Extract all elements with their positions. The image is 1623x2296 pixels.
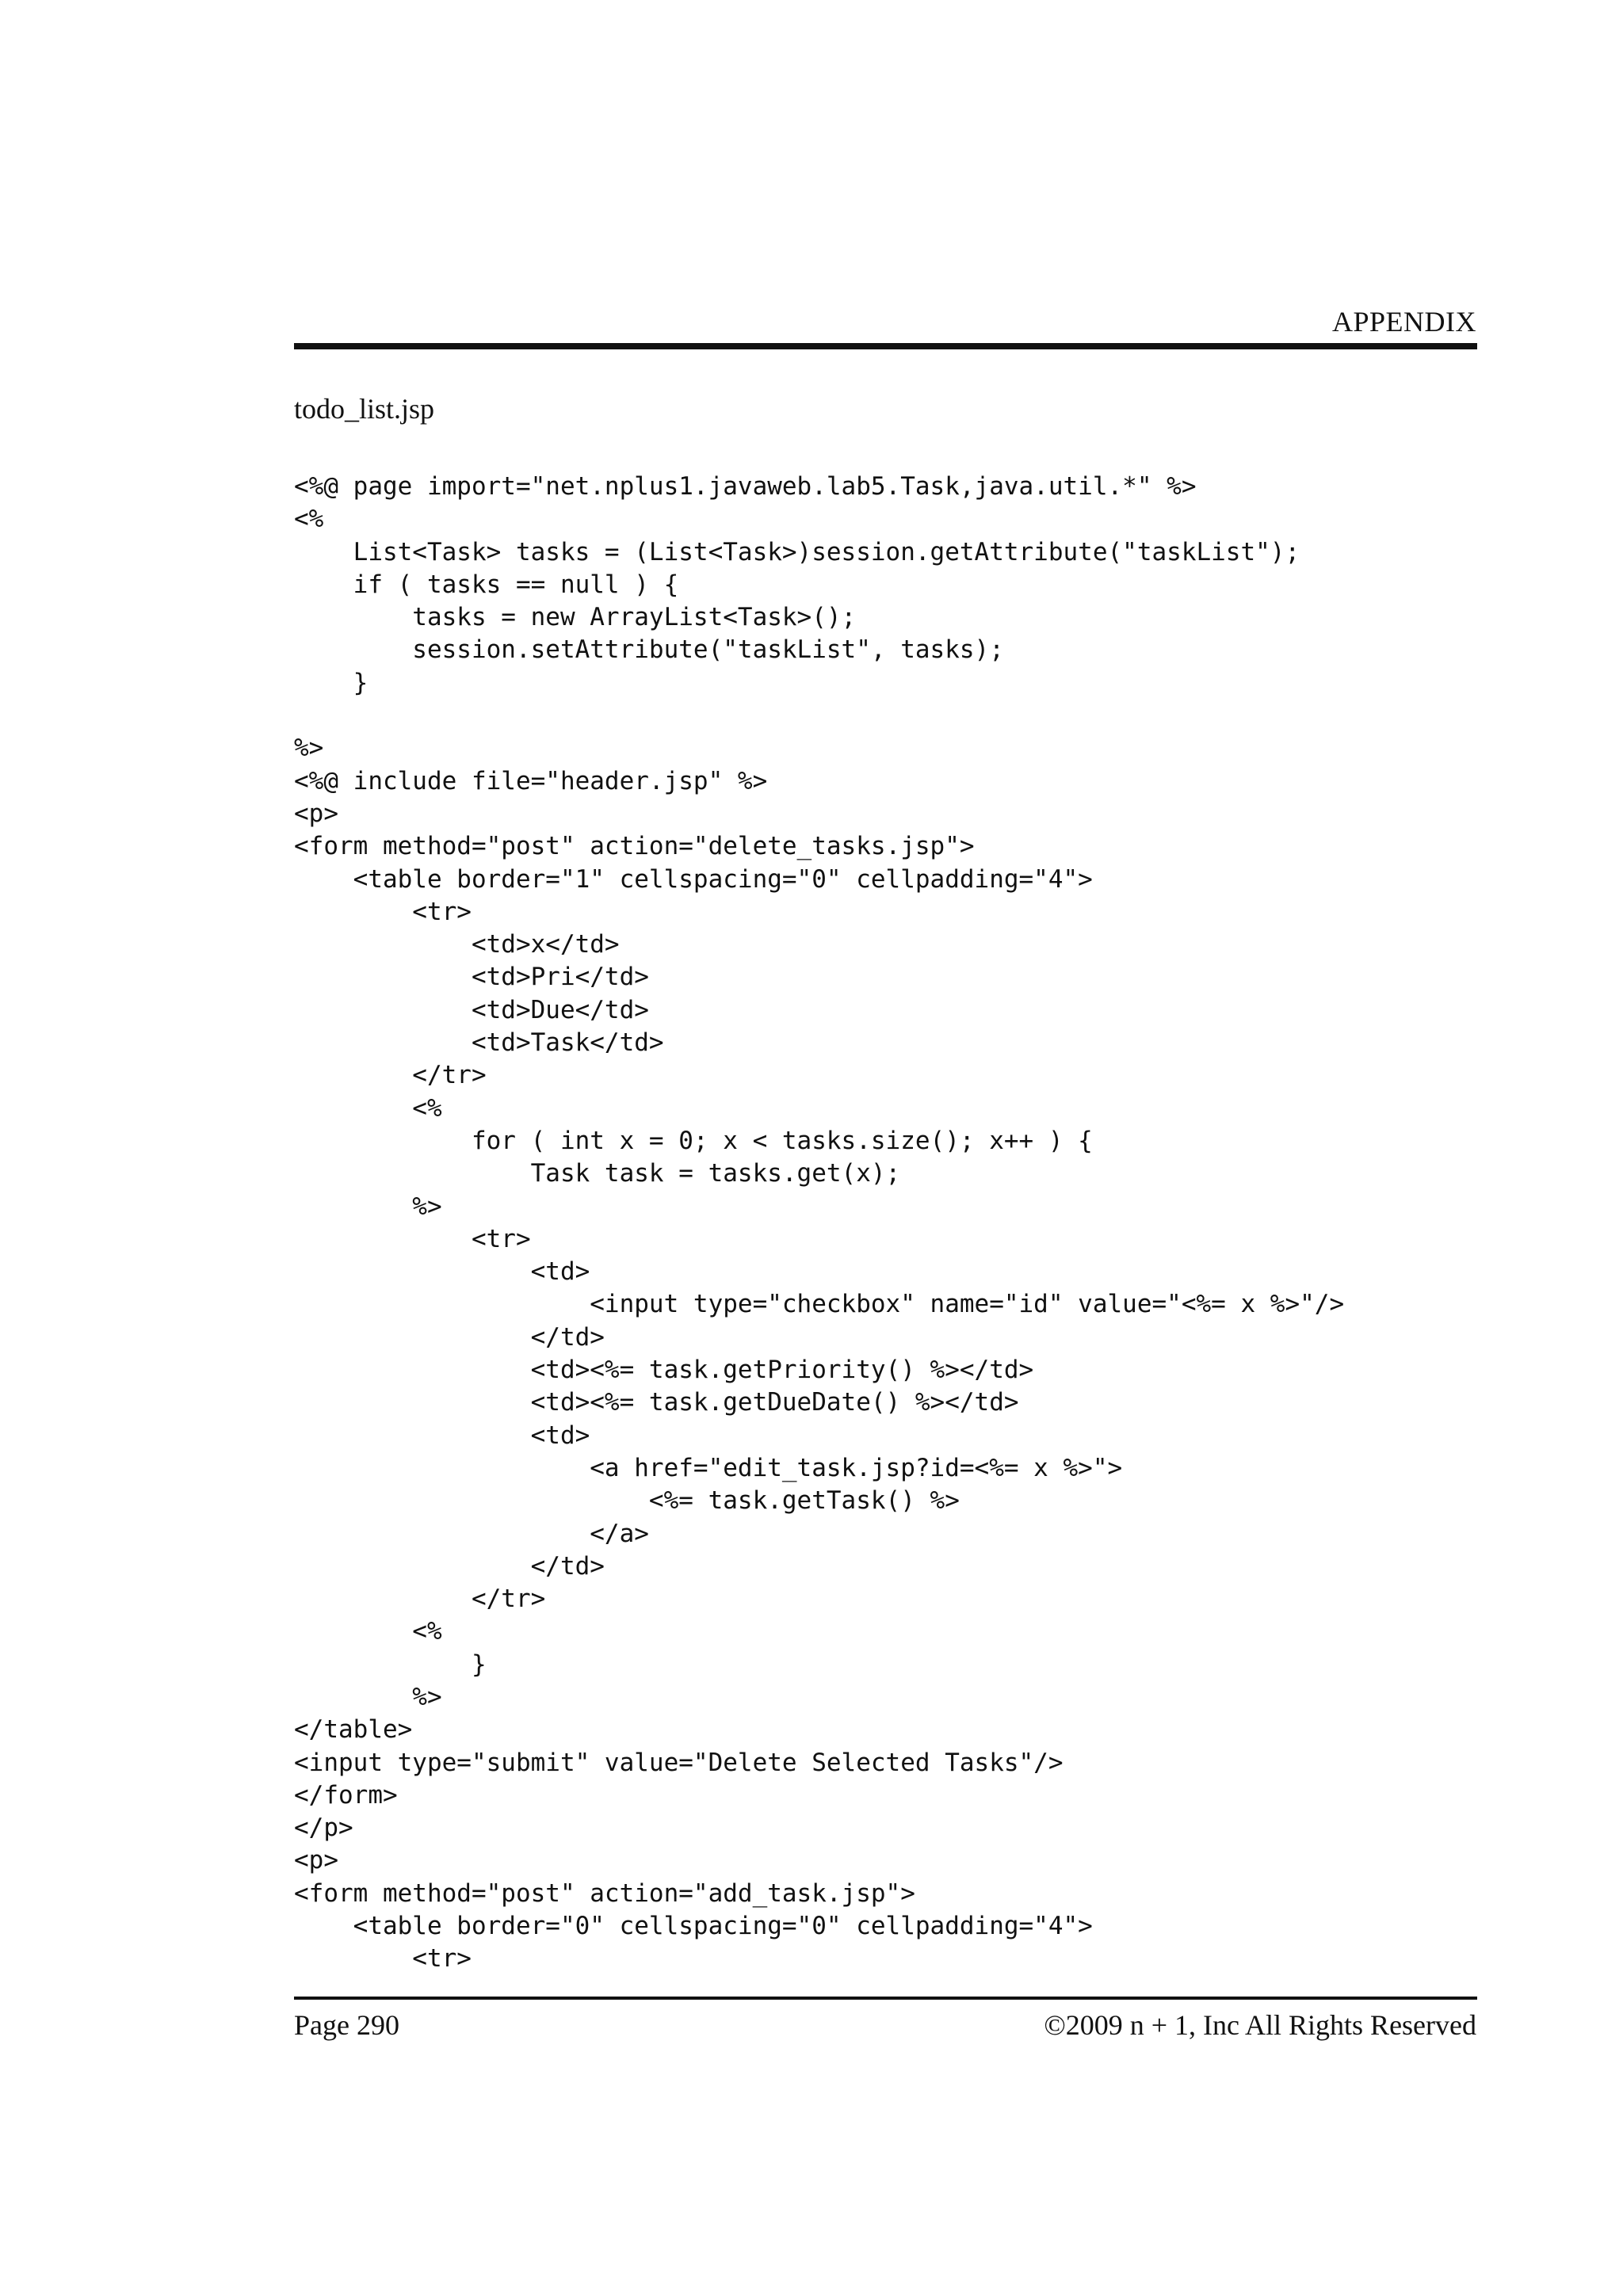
code-line: <% (294, 505, 324, 534)
code-line: <a href="edit_task.jsp?id=<%= x %>"> (294, 1453, 1123, 1482)
code-line: <tr> (294, 1224, 531, 1253)
code-line: </td> (294, 1322, 605, 1352)
code-line: </form> (294, 1780, 398, 1810)
code-line: <table border="0" cellspacing="0" cellpadding="4"> (294, 1912, 1093, 1941)
code-line: <td>Pri</td> (294, 963, 649, 992)
code-line: if ( tasks == null ) { (294, 570, 679, 599)
code-line: List<Task> tasks = (List<Task>)session.getAttribute("taskList"); (294, 537, 1300, 566)
code-line: </table> (294, 1715, 413, 1745)
code-line: </a> (294, 1519, 649, 1548)
listing-file-name: todo_list.jsp (294, 393, 435, 425)
copyright-notice: ©2009 n + 1, Inc All Rights Reserved (1044, 2009, 1476, 2041)
code-line: <% (294, 1617, 442, 1646)
code-line: tasks = new ArrayList<Task>(); (294, 603, 857, 632)
code-line: </tr> (294, 1061, 487, 1090)
code-line: for ( int x = 0; x < tasks.size(); x++ ) { (294, 1126, 1093, 1155)
code-line: } (294, 1650, 487, 1679)
code-line: <p> (294, 799, 338, 828)
code-listing (294, 471, 1344, 1976)
code-line: <form method="post" action="add_task.jsp"> (294, 1878, 915, 1908)
code-line: </tr> (294, 1585, 546, 1614)
code-line: %> (294, 1682, 442, 1711)
code-line: <form method="post" action="delete_tasks.jsp"> (294, 832, 975, 861)
page-number: Page 290 (294, 2009, 399, 2041)
code-line: } (294, 668, 369, 697)
code-line: <% (294, 1093, 442, 1123)
code-line: <td><%= task.getPriority() %></td> (294, 1356, 1034, 1385)
code-line: <tr> (294, 897, 472, 926)
code-line: <td>x</td> (294, 930, 620, 959)
code-line: <td> (294, 1257, 590, 1287)
code-line: %> (294, 1192, 442, 1221)
code-line: <tr> (294, 1944, 472, 1974)
code-line: <table border="1" cellspacing="0" cellpadding="4"> (294, 864, 1093, 894)
running-header: APPENDIX (1331, 306, 1476, 338)
code-line: <td>Task</td> (294, 1028, 664, 1058)
code-line: <p> (294, 1846, 338, 1875)
header-rule (294, 343, 1477, 349)
code-line: <td><%= task.getDueDate() %></td> (294, 1388, 1019, 1417)
code-line: <input type="checkbox" name="id" value="<%= x %>"/> (294, 1290, 1345, 1319)
code-line: </p> (294, 1814, 353, 1843)
code-line: Task task = tasks.get(x); (294, 1159, 901, 1188)
code-line: <input type="submit" value="Delete Selected Tasks"/> (294, 1748, 1064, 1777)
code-line: <%@ page import="net.nplus1.javaweb.lab5.Task,java.util.*" %> (294, 472, 1197, 501)
code-line: <td>Due</td> (294, 995, 649, 1024)
code-line: %> (294, 734, 324, 763)
code-line: <%= task.getTask() %> (294, 1486, 960, 1516)
footer-rule (294, 1997, 1477, 2000)
code-line: session.setAttribute("taskList", tasks); (294, 635, 1004, 665)
code-line (294, 700, 1344, 732)
code-line: <td> (294, 1421, 590, 1450)
code-line: </td> (294, 1551, 605, 1581)
code-line: <%@ include file="header.jsp" %> (294, 766, 768, 795)
